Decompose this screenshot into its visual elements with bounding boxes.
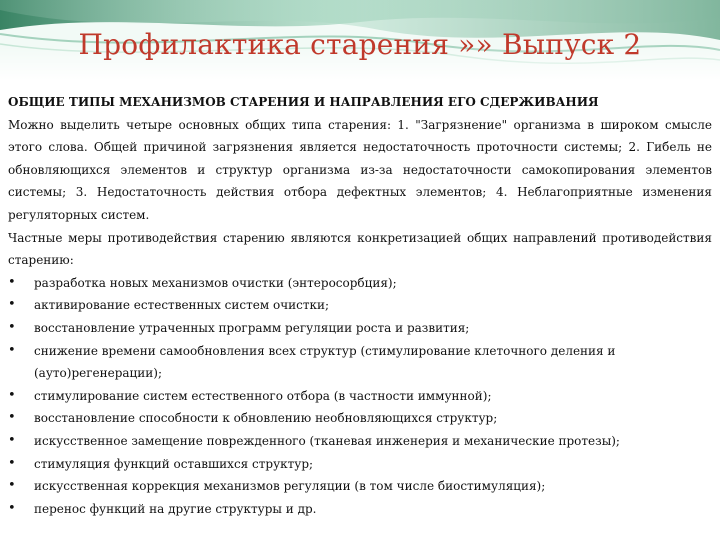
list-item-text: искусственная коррекция механизмов регуляции (в том числе биостимуляция); — [34, 479, 546, 494]
section-heading: ОБЩИЕ ТИПЫ МЕХАНИЗМОВ СТАРЕНИЯ И НАПРАВЛЕНИЯ ЕГО СДЕРЖИВАНИЯ — [8, 95, 599, 109]
list-item-text: снижение времени самообновления всех структур (стимулирование клеточного деления и (ауто)регенерации); — [34, 343, 616, 381]
bullet-icon: • — [8, 500, 16, 516]
list-item-text: стимулирование систем естественного отбора (в частности иммунной); — [34, 388, 492, 403]
list-item — [8, 407, 712, 430]
list-item-text: восстановление способности к обновлению необновляющихся структур; — [34, 411, 498, 426]
main-content — [8, 91, 712, 520]
bullet-icon: • — [8, 297, 16, 313]
bullet-icon: • — [8, 274, 16, 290]
bullet-icon: • — [8, 455, 16, 471]
list-item-text: перенос функций на другие структуры и др. — [34, 501, 317, 516]
list-item — [8, 430, 712, 453]
list-item-text: искусственное замещение поврежденного (тканевая инженерия и механические протезы); — [34, 433, 620, 448]
list-item — [8, 453, 712, 476]
intro-paragraph: Можно выделить четыре основных общих типа старения: 1. "Загрязнение" организма в широком смысле этого слова. Общей причиной загрязнения является недостаточность проточности системы; 2. Гибель не обновляющихся элементов и структур организма из-за недостаточности самокопирования элементов системы; 3. Недостаточность действия отбора дефектных элементов; 4. Неблагоприятные изменения регуляторных систем. — [8, 117, 712, 222]
measures-intro-paragraph: Частные меры противодействия старению являются конкретизацией общих направлений противодействия старению: — [8, 230, 712, 268]
bullet-icon: • — [8, 319, 16, 335]
page-title: Профилактика старения »» Выпуск 2 — [78, 28, 642, 61]
list-item — [8, 272, 712, 295]
list-item-text: стимуляция функций оставшихся структур; — [34, 456, 314, 471]
list-item — [8, 475, 712, 498]
bullet-icon: • — [8, 410, 16, 426]
bullet-icon: • — [8, 432, 16, 448]
list-item — [8, 317, 712, 340]
list-item — [8, 498, 712, 521]
list-item — [8, 340, 712, 385]
list-item — [8, 385, 712, 408]
list-item — [8, 294, 712, 317]
header-banner — [0, 0, 720, 80]
list-item-text: активирование естественных систем очистки; — [34, 298, 330, 313]
list-item-text: восстановление утраченных программ регуляции роста и развития; — [34, 320, 470, 335]
bullet-icon: • — [8, 342, 16, 358]
measures-list — [8, 272, 712, 521]
list-item-text: разработка новых механизмов очистки (энтеросорбция); — [34, 275, 397, 290]
bullet-icon: • — [8, 387, 16, 403]
bullet-icon: • — [8, 478, 16, 494]
